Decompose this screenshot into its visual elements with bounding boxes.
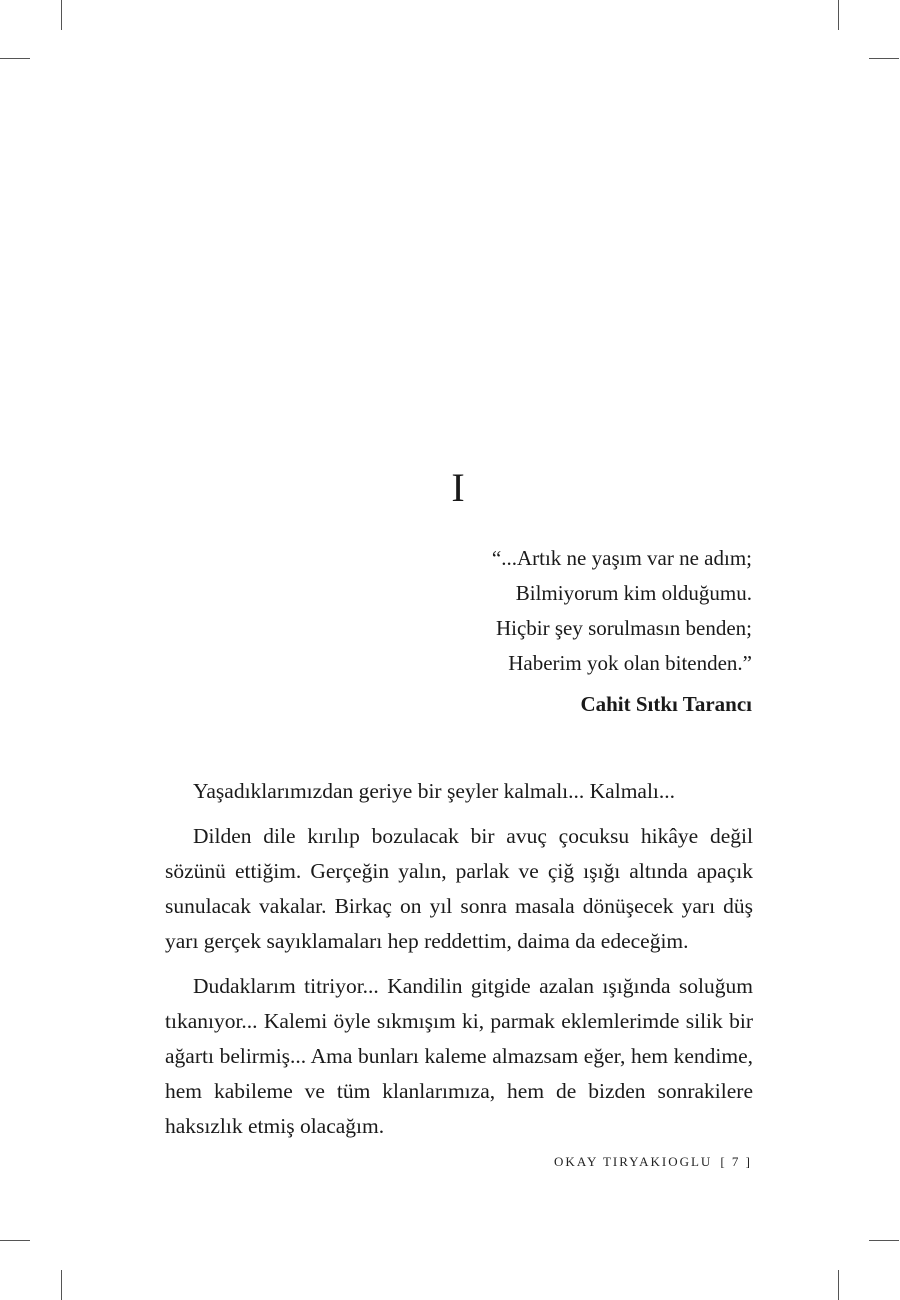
- chapter-number: I: [451, 465, 465, 510]
- epigraph-line: Bilmiyorum kim olduğumu.: [515, 581, 752, 605]
- crop-mark: [61, 0, 62, 30]
- epigraph-line: Hiçbir şey sorulmasın benden;: [495, 616, 752, 640]
- crop-mark: [869, 1240, 899, 1241]
- paragraph: Yaşadıklarımızdan geriye bir şeyler kalmalı... Kalmalı...: [193, 779, 676, 803]
- page-footer: [554, 1154, 752, 1170]
- page-number: [ 7 ]: [720, 1154, 752, 1169]
- epigraph-line: Haberim yok olan bitenden.”: [508, 651, 752, 675]
- crop-mark: [838, 1270, 839, 1300]
- paragraph: Dudaklarım titriyor... Kandilin gitgide azalan ışığında soluğum tıkanıyor... Kalemi öyle sıkmışım ki, parmak eklemlerimde silik bir ağartı belirmiş... Ama bunları kaleme almazsam eğer, hem kendime, hem kabileme ve tüm klanlarımıza, hem de bizden sonrakilere haksızlık etmiş olacağım.: [165, 974, 753, 1138]
- epigraph-author: Cahit Sıtkı Tarancı: [580, 692, 752, 716]
- crop-mark: [869, 58, 899, 59]
- epigraph: [252, 541, 752, 722]
- footer-author: OKAY TIRYAKIOGLU: [554, 1154, 713, 1169]
- crop-mark: [0, 58, 30, 59]
- crop-mark: [838, 0, 839, 30]
- crop-mark: [61, 1270, 62, 1300]
- paragraph: Dilden dile kırılıp bozulacak bir avuç çocuksu hikâye değil sözünü ettiğim. Gerçeğin yalın, parlak ve çiğ ışığı altında apaçık sunulacak vakalar. Birkaç on yıl sonra masala dönüşecek yarı düş yarı gerçek sayıklamaları hep reddettim, daima da edeceğim.: [165, 824, 753, 953]
- crop-mark: [0, 1240, 30, 1241]
- epigraph-line: “...Artık ne yaşım var ne adım;: [491, 546, 752, 570]
- body-text: [165, 774, 753, 1144]
